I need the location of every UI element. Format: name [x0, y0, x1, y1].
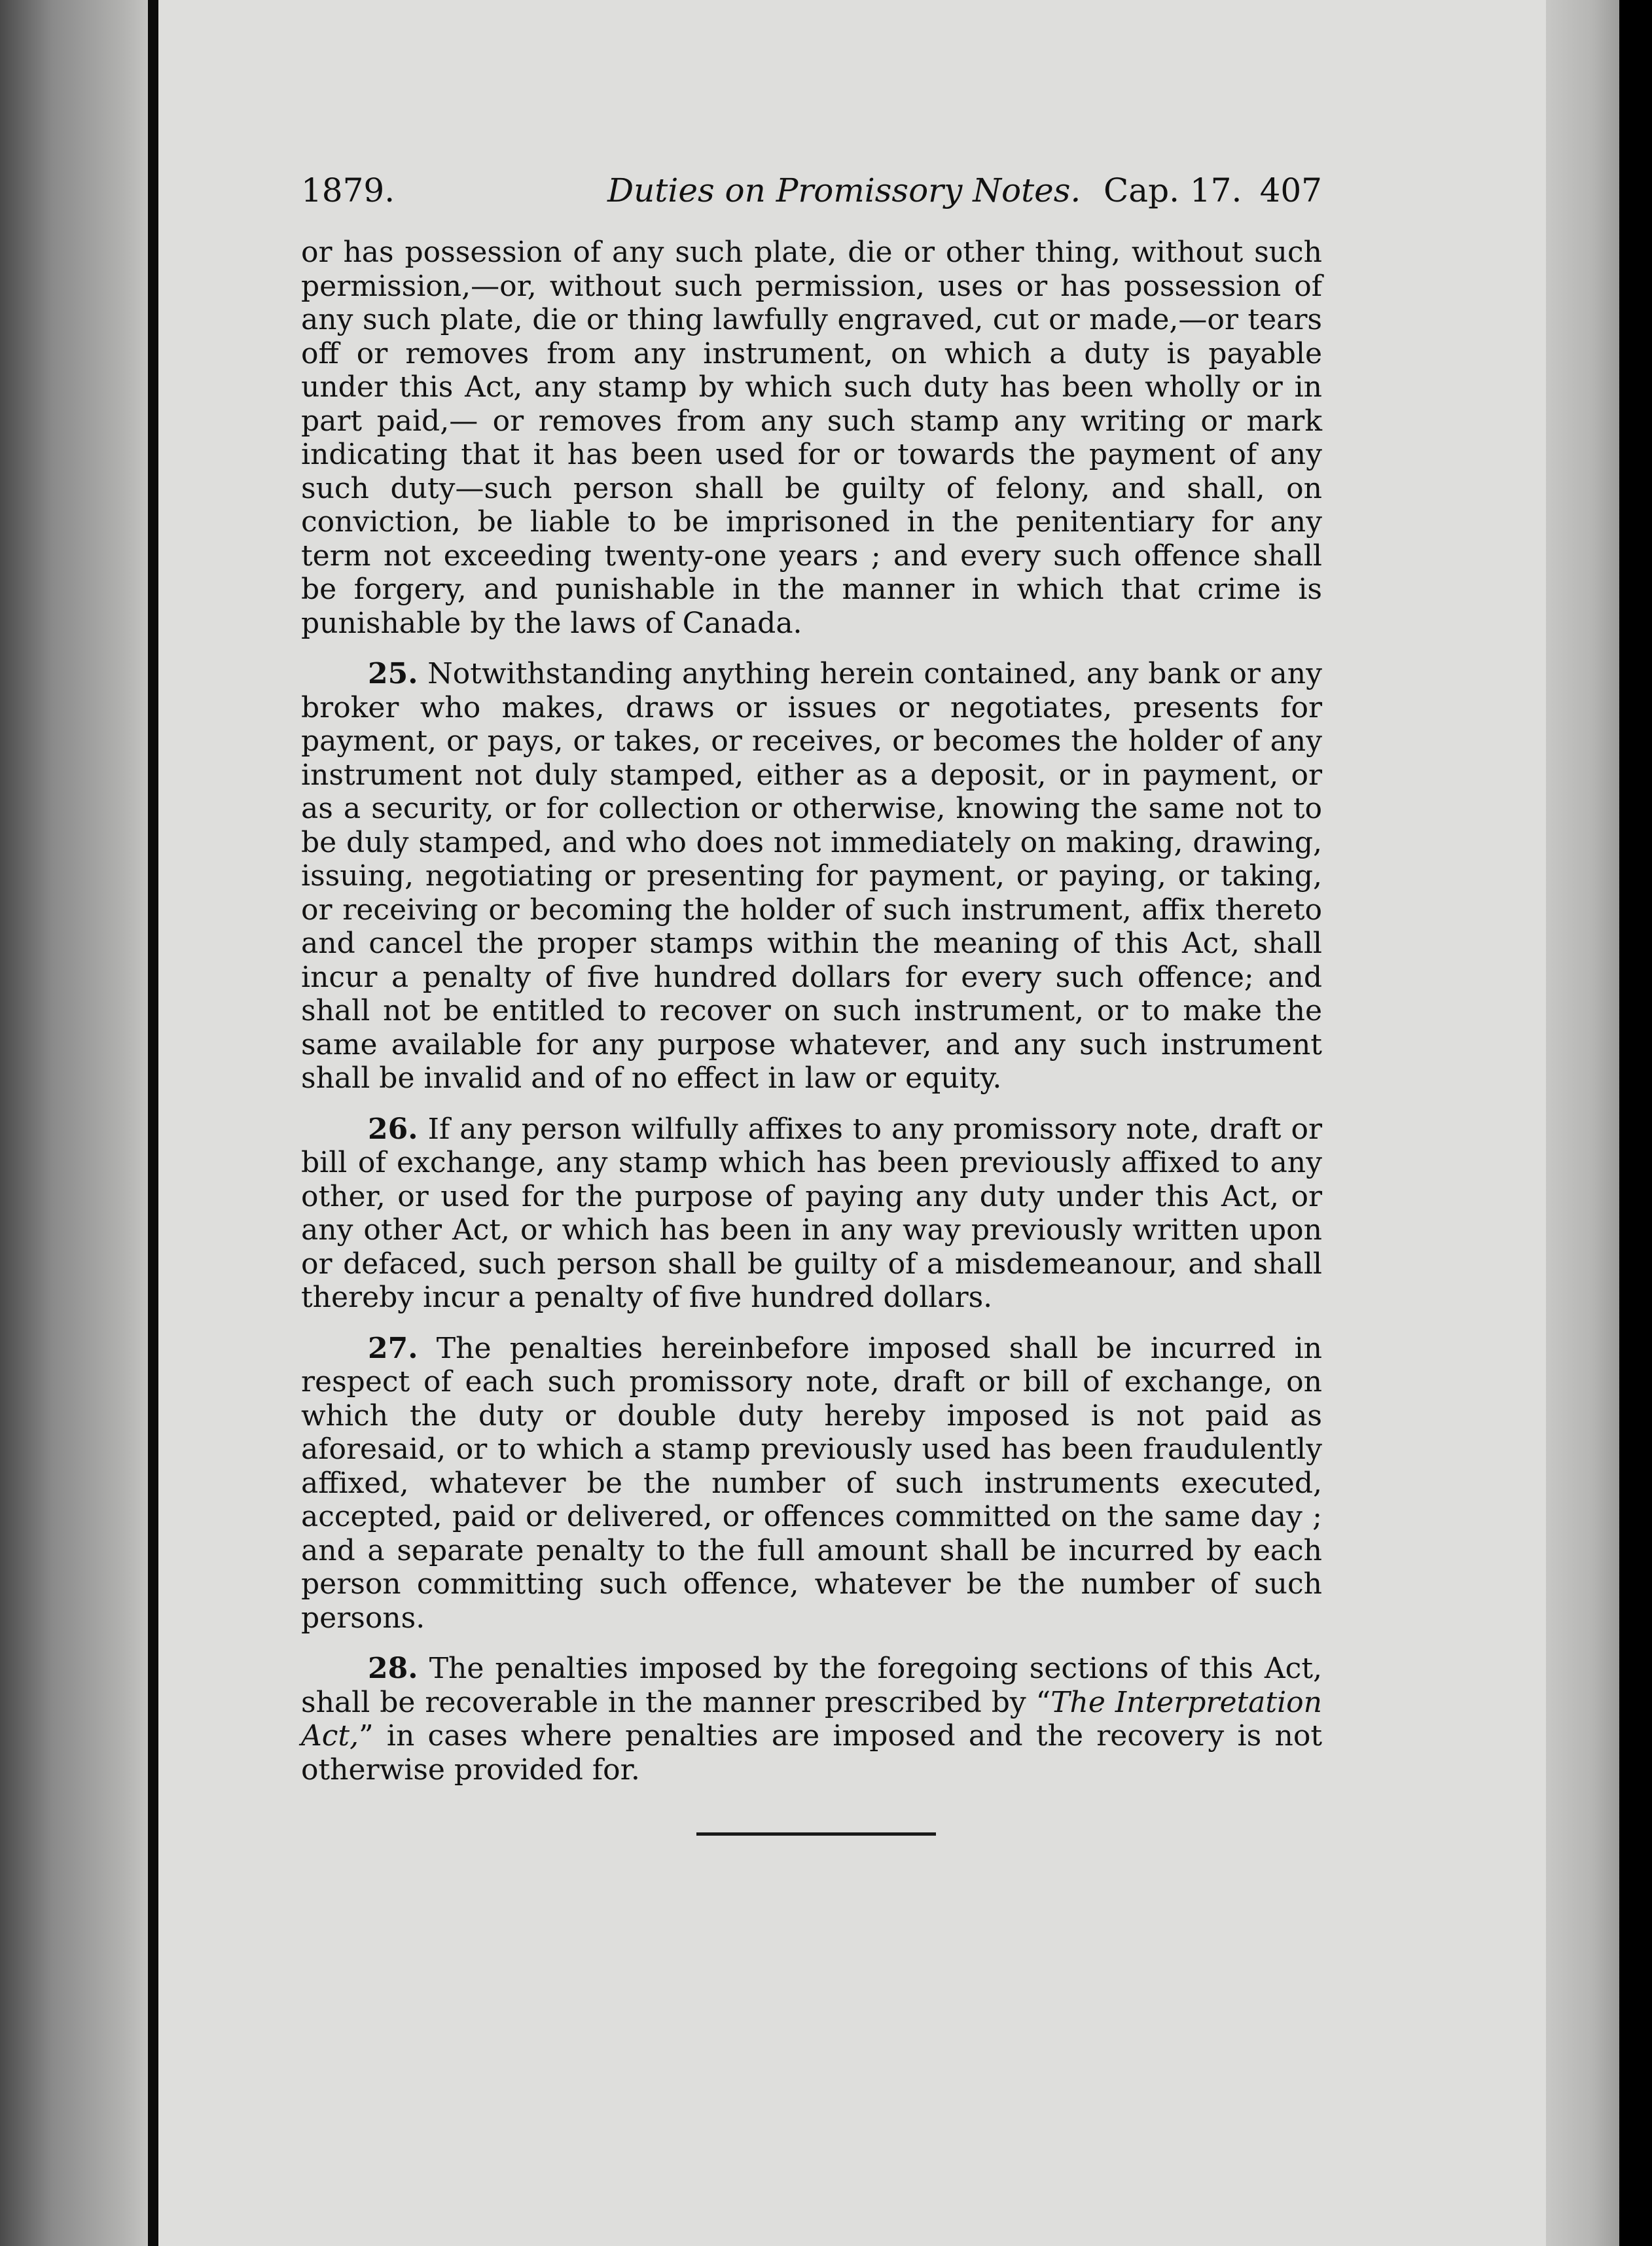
act-title-italic: The Interpretation Act, — [301, 1685, 1322, 1753]
right-margin-shadow — [1546, 0, 1619, 2246]
page-number: 407 — [1259, 171, 1322, 209]
header-year: 1879. — [301, 171, 395, 209]
running-header — [301, 171, 1322, 217]
section-text: The penalties hereinbefore imposed shall be incurred in respect of each such promissory note, draft or bill of exchange, on which the duty or double duty hereby imposed is not paid as aforesaid, or to which a stamp previously used has been fraudulently affixed, whatever be the number of such instruments executed, accepted, paid or delivered, or offences committed on the same day ; and a separate penalty to the full amount shall be incurred by each person committing such offence, whatever be the number of such persons. — [301, 1331, 1322, 1635]
section-text: Notwithstanding anything herein contained, any bank or any broker who makes, draws or issues or negotiates, presents for payment, or pays, or takes, or receives, or becomes the holder of any instrument not duly stamped, either as a deposit, or in payment, or as a security, or for collection or otherwise, knowing the same not to be duly stamped, and who does not immediately on making, drawing, issuing, negotiating or presenting for payment, or paying, or taking, or receiving or becoming the holder of such instrument, affix thereto and cancel the proper stamps within the meaning of this Act, shall incur a penalty of five hundred dollars for every such offence; and shall not be entitled to recover on such instrument, or to make the same available for any purpose whatever, and any such instrument shall be invalid and of no effect in law or equity. — [301, 657, 1322, 1095]
section-text-before: The penalties imposed by the foregoing sections of this Act, shall be recoverable in the manner prescribed by “ — [301, 1652, 1322, 1719]
section-26 — [301, 1113, 1322, 1315]
header-title: Duties on Promissory Notes. — [607, 171, 1081, 209]
section-text-after: ” in cases where penalties are imposed and the recovery is not otherwise provided for. — [301, 1719, 1322, 1787]
section-number: 25. — [368, 657, 418, 690]
section-number: 27. — [368, 1331, 418, 1365]
section-number: 28. — [368, 1652, 418, 1685]
paragraph-continued — [301, 236, 1322, 640]
body-text — [301, 236, 1322, 1804]
left-margin-shadow — [0, 0, 148, 2246]
section-27 — [301, 1332, 1322, 1635]
section-25 — [301, 657, 1322, 1096]
right-scan-edge — [1619, 0, 1652, 2246]
left-binding-edge — [148, 0, 158, 2246]
section-28 — [301, 1652, 1322, 1787]
header-chapter: Cap. 17. — [1104, 171, 1242, 209]
end-rule-divider — [696, 1832, 936, 1836]
paragraph-text: or has possession of any such plate, die or other thing, without such permission,—or, without such permission, uses or has possession of any such plate, die or thing lawfully engraved, cut or made,—or tears off or removes from any instrument, on which a duty is payable under this Act, any stamp by which such duty has been wholly or in part paid,— or removes from any such stamp any writing or mark indicating that it has been used for or towards the payment of any such duty—such person shall be guilty of felony, and shall, on conviction, be liable to be imprisoned in the penitentiary for any term not exceeding twenty-one years ; and every such offence shall be forgery, and punishable in the manner in which that crime is punishable by the laws of Canada. — [301, 236, 1322, 640]
section-text: If any person wilfully affixes to any promissory note, draft or bill of exchange, any stamp which has been previously affixed to any other, or used for the purpose of paying any duty under this Act, or any other Act, or which has been in any way previously written upon or defaced, such person shall be guilty of a misdemeanour, and shall thereby incur a penalty of five hundred dollars. — [301, 1112, 1322, 1314]
section-number: 26. — [368, 1112, 418, 1146]
